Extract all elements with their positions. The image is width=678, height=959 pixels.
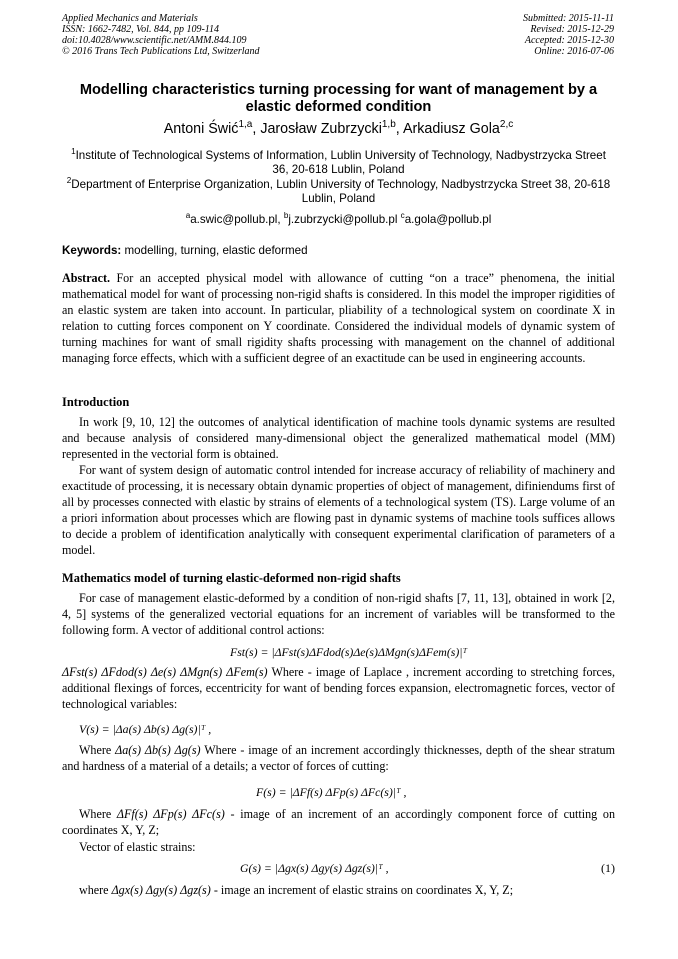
math-paragraph-3: Where Δa(s) Δb(s) Δg(s) Where - image of an increment accordingly thicknesses, depth of the shear stratum and hardness of a material of a details; a vector of forces of cutting: xyxy=(62,743,616,773)
journal-info xyxy=(62,13,260,57)
author-name: Arkadiusz Gola xyxy=(402,121,500,137)
affil-text: Institute of Technological Systems of Information, Lublin University of Technology, Nadbystrzycka Street 36, 20-618 Lublin, Poland xyxy=(75,149,606,176)
paragraph-text: Where - image of Laplace , increment according to stretching forces, additional flexings of forces, eccentricity for want of bending forces expansion, electromagnetic forces, vector of technological variables: xyxy=(62,665,616,711)
inline-math: Δa(s) Δb(s) Δg(s) xyxy=(115,743,201,757)
equation-number: (1) xyxy=(601,861,615,875)
dates-info xyxy=(523,13,614,57)
journal-doi: doi:10.4028/www.scientific.net/AMM.844.109 xyxy=(62,35,247,46)
email-link[interactable]: a.gola@pollub.pl xyxy=(404,213,492,226)
paper-title: Modelling characteristics turning processing for want of management by a elastic deformed condition xyxy=(79,82,598,115)
equation-cutting-forces: F(s) = |ΔFf(s) ΔFp(s) ΔFc(s)|ᵀ , xyxy=(256,785,407,799)
intro-paragraph-2: For want of system design of automatic control intended for increase accuracy of reliability of machinery and exactitude of processing, it is necessary obtain dynamic properties of object of management, difiniendums first of all by processes connected with elastic by strains of elements of a technological system (TS). Large volume of an a priori information about processes which are flowing past in dynamic systems of machine tools suffices allows to decide a problem of identification analytically with consequent experimental clarification of parameters of a model. xyxy=(62,463,615,557)
journal-issn: ISSN: 1662-7482, Vol. 844, pp 109-114 xyxy=(62,24,220,35)
affil-text: Department of Enterprise Organization, Lublin University of Technology, Nadbystrzycka Street 38, 20-618 Lublin, Poland xyxy=(71,178,611,205)
math-paragraph-6 xyxy=(62,882,615,898)
equation-elastic-strains: G(s) = |Δgx(s) Δgy(s) Δgz(s)|ᵀ , xyxy=(240,861,389,875)
affil-number: 2 xyxy=(66,176,72,186)
email-mark: a xyxy=(185,211,191,221)
math-paragraph-1: For case of management elastic-deformed by a condition of non-rigid shafts [7, 11, 13], obtained in work [2, 4, 5] systems of the generalized vectorial equations for an increment of variables will be transformed to the following form. A vector of additional control actions: xyxy=(62,591,615,637)
equation-technological-variables: V(s) = |Δa(s) Δb(s) Δg(s)|ᵀ , xyxy=(79,722,212,736)
keywords xyxy=(62,244,308,257)
math-paragraph-5: Vector of elastic strains: xyxy=(79,840,196,854)
paragraph-text: Where xyxy=(79,807,112,821)
intro-paragraph-1: In work [9, 10, 12] the outcomes of analytical identification of machine tools dynamic systems are resulted and because analysis of considered many-dimensional object the generalized mathematical model (MM) represented in the vectorial form is obtained. xyxy=(62,415,615,461)
section-heading-math-model: Mathematics model of turning elastic-deformed non-rigid shafts xyxy=(62,571,401,585)
email-link[interactable]: a.swic@pollub.pl, xyxy=(190,213,281,226)
affiliation-2 xyxy=(62,178,615,206)
paragraph-text: - image of an increment of an accordingly component force of cutting on coordinates X, Y, Z; xyxy=(62,807,616,837)
date-revised: Revised: 2015-12-29 xyxy=(530,24,614,35)
equation-control-actions: Fst(s) = |ΔFst(s)ΔFdod(s)Δe(s)ΔMgn(s)ΔFem(s)|ᵀ xyxy=(230,645,468,659)
math-paragraph-4 xyxy=(62,806,615,838)
keywords-label: Keywords: xyxy=(62,244,122,257)
keywords-text: modelling, turning, elastic deformed xyxy=(124,244,308,257)
author-affil-mark: 1,a xyxy=(238,119,253,131)
author-name: Antoni Świć xyxy=(163,121,239,137)
inline-math: ΔFf(s) ΔFp(s) ΔFc(s) xyxy=(116,807,225,821)
author-list: Antoni Świć$^{1,a}$, Jarosław Zubrzycki$^{1,b}$, Arkadiusz Gola$^{2,c}$ xyxy=(163,119,514,137)
paragraph-text: where xyxy=(79,883,109,897)
abstract-label: Abstract. xyxy=(62,271,111,285)
email-mark: b xyxy=(283,211,289,221)
math-paragraph-2 xyxy=(62,664,615,712)
date-online: Online: 2016-07-06 xyxy=(534,46,614,57)
email-mark: c xyxy=(400,211,405,221)
journal-name: Applied Mechanics and Materials xyxy=(62,13,198,24)
date-accepted: Accepted: 2015-12-30 xyxy=(524,35,614,46)
author-emails xyxy=(62,213,615,226)
inline-math: ΔFst(s) ΔFdod(s) Δe(s) ΔMgn(s) ΔFem(s) xyxy=(62,665,268,679)
affiliation-1 xyxy=(62,149,615,177)
inline-math: Δgx(s) Δgy(s) Δgz(s) xyxy=(111,883,211,897)
section-heading-introduction: Introduction xyxy=(62,395,130,409)
journal-copyright: © 2016 Trans Tech Publications Ltd, Switzerland xyxy=(62,46,260,57)
paragraph-text: - image an increment of elastic strains on coordinates X, Y, Z; xyxy=(213,883,514,897)
author-name: Jarosław Zubrzycki xyxy=(260,121,382,137)
paragraph-text: Where - image of an increment accordingly thicknesses, depth of the shear stratum and hardness of a material of a details; a vector of forces of cutting: xyxy=(62,743,616,773)
abstract xyxy=(62,270,615,366)
date-submitted: Submitted: 2015-11-11 xyxy=(522,13,614,24)
author-affil-mark: 2,c xyxy=(499,119,514,131)
abstract-text: For an accepted physical model with allowance of cutting “on a trace” phenomena, the initial mathematical model for want of processing non-rigid shafts is considered. In this model the improper rigidities of an elastic system are taken into account. In particular, pliability of a technological system on coordinate X in relation to cutting forces component on Y coordinate. Considered the individual models of dynamic system of turning machines for want of small rigidity shafts processing with management on the channel of additional managing force effects, which with a sufficient degree of an exactitude can be used in engineering accounts. xyxy=(62,271,615,365)
author-affil-mark: 1,b xyxy=(381,119,396,131)
affil-number: 1 xyxy=(71,147,76,157)
email-link[interactable]: j.zubrzycki@pollub.pl xyxy=(288,213,398,226)
